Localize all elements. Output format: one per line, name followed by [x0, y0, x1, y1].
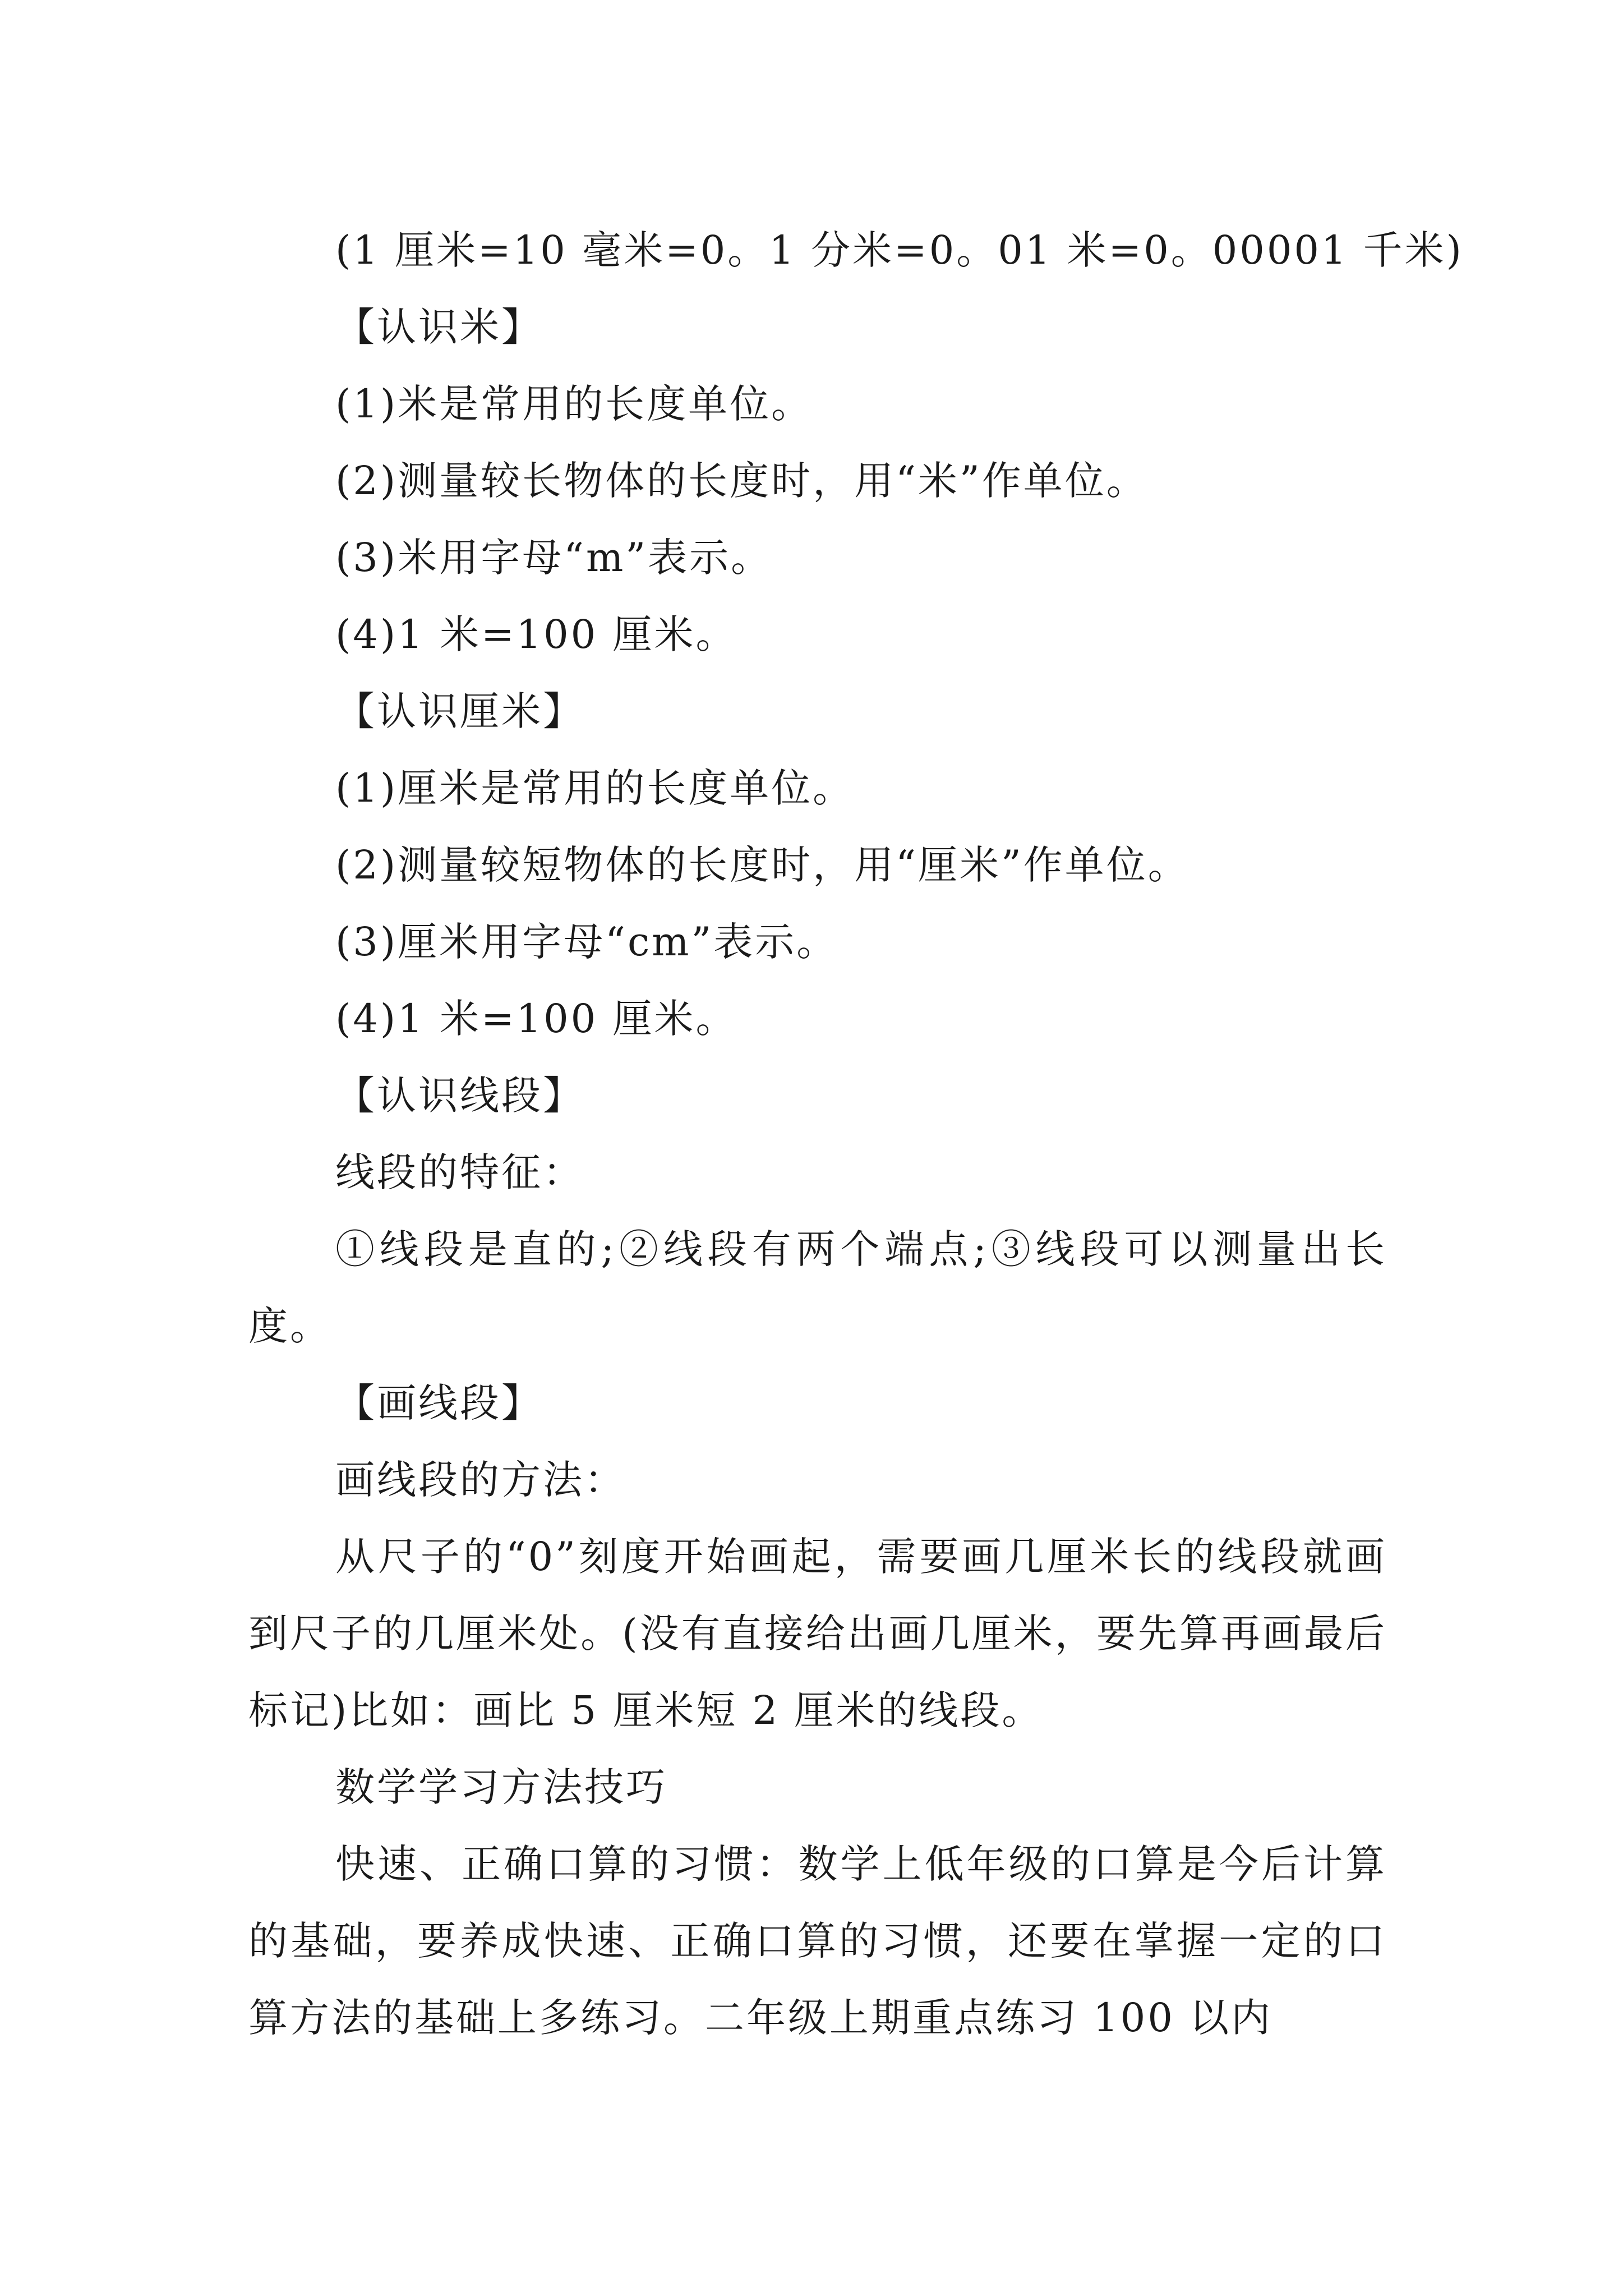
meter-point-2: (2)测量较长物体的长度时，用“米”作单位。	[335, 458, 1148, 504]
section-heading-meter: 【认识米】	[335, 304, 543, 350]
section-heading-draw-segment: 【画线段】	[335, 1380, 543, 1426]
centimeter-point-1: (1)厘米是常用的长度单位。	[335, 765, 855, 811]
draw-method-label: 画线段的方法：	[335, 1457, 626, 1503]
centimeter-point-2: (2)测量较短物体的长度时，用“厘米”作单位。	[335, 842, 1189, 888]
study-tips-paragraph: 快速、正确口算的习惯：数学上低年级的口算是今后计算的基础，要养成快速、正确口算的习惯，还要在掌握一定的口算方法的基础上多练习。二年级上期重点练习 100 以内	[248, 1841, 1387, 2041]
meter-point-3: (3)米用字母“m”表示。	[335, 535, 773, 581]
document-body	[248, 212, 1464, 2056]
section-heading-segment: 【认识线段】	[335, 1073, 584, 1119]
unit-conversion-line: (1 厘米=10 毫米=0。1 分米=0。01 米=0。00001 千米)	[335, 227, 1464, 273]
centimeter-point-4: (4)1 米=100 厘米。	[335, 996, 737, 1042]
segment-features-paragraph: ①线段是直的;②线段有两个端点;③线段可以测量出长度。	[248, 1226, 1387, 1349]
meter-point-1: (1)米是常用的长度单位。	[335, 381, 813, 427]
study-tips-heading: 数学学习方法技巧	[335, 1764, 667, 1810]
segment-features-label: 线段的特征：	[335, 1149, 584, 1195]
section-heading-centimeter: 【认识厘米】	[335, 688, 584, 734]
centimeter-point-3: (3)厘米用字母“cm”表示。	[335, 919, 838, 965]
draw-method-paragraph: 从尺子的“0”刻度开始画起，需要画几厘米长的线段就画到尺子的几厘米处。(没有直接给出画几厘米，要先算再画最后标记)比如：画比 5 厘米短 2 厘米的线段。	[248, 1534, 1387, 1733]
meter-point-4: (4)1 米=100 厘米。	[335, 611, 737, 657]
